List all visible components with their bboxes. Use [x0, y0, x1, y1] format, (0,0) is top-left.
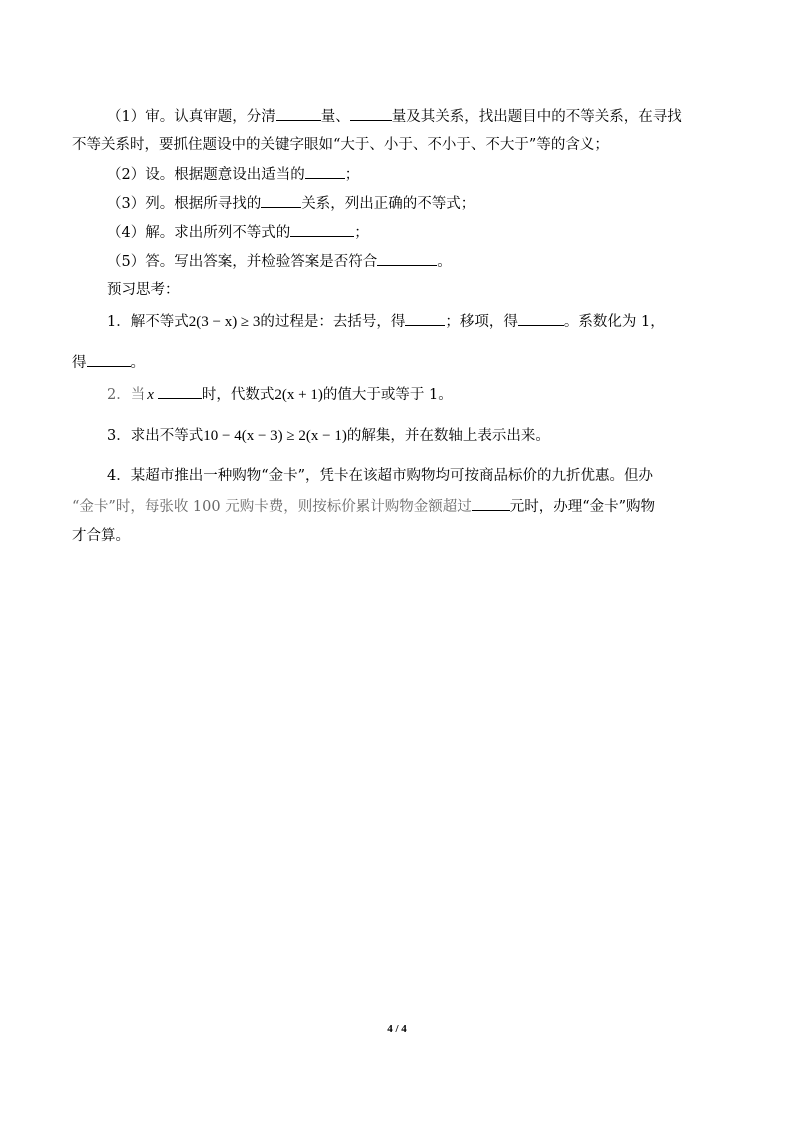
step-4: （4）解。求出所列不等式的 ； — [107, 222, 369, 243]
question-2: 2．当 x 时，代数式2(x + 1)的值大于或等于 1。 — [107, 384, 453, 405]
inequality-3: 10 − 4(x − 3) ≥ 2(x − 1) — [203, 428, 347, 444]
blank — [87, 352, 131, 367]
blank — [405, 311, 445, 326]
step-3: （3）列。根据所寻找的 关系，列出正确的不等式； — [107, 193, 475, 214]
variable-x: x — [147, 387, 154, 403]
blank — [518, 311, 564, 326]
question-4-line-1: 4．某超市推出一种购物“金卡”，凭卡在该超市购物均可按商品标价的九折优惠。但办 — [107, 468, 654, 484]
blank — [472, 496, 510, 511]
blank — [350, 106, 392, 121]
expression-2: 2(x + 1) — [274, 387, 323, 403]
blank — [276, 106, 321, 121]
blank — [377, 251, 437, 266]
question-4-line-2: “金卡”时，每张收 100 元购卡费，则按标价累计购物金额超过 元时，办理“金卡”购物 — [72, 496, 655, 517]
step-5: （5）答。写出答案，并检验答案是否符合 。 — [107, 251, 452, 272]
step-2: （2）设。根据题意设出适当的 ； — [107, 164, 359, 185]
blank — [261, 193, 301, 208]
step-1-line-1: （1）审。认真审题，分清 量、 量及其关系，找出题目中的不等关系，在寻找 — [107, 106, 682, 127]
question-1-line-1: 1．解不等式2(3 − x) ≥ 3的过程是：去括号，得 ；移项，得 。系数化为 1， — [107, 311, 665, 332]
question-4-line-3: 才合算。 — [72, 528, 130, 544]
blank — [290, 222, 354, 237]
blank — [305, 164, 345, 179]
blank — [158, 384, 202, 399]
page-number: 4 / 4 — [387, 1023, 407, 1035]
question-1-line-2: 得 。 — [72, 352, 145, 373]
preview-heading: 预习思考： — [107, 282, 180, 298]
step-1-line-2: 不等关系时，要抓住题设中的关键字眼如“大于、小于、不小于、不大于”等的含义； — [72, 137, 609, 153]
question-3: 3．求出不等式10 − 4(x − 3) ≥ 2(x − 1)的解集，并在数轴上表示出来。 — [107, 428, 550, 444]
inequality-1: 2(3 − x) ≥ 3 — [188, 314, 261, 330]
